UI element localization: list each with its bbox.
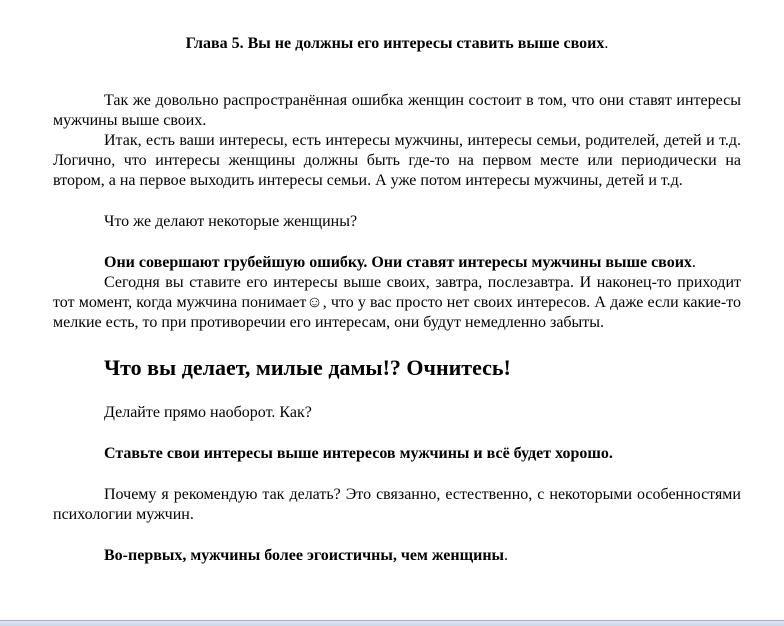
bold-statement-text: Они совершают грубейшую ошибку. Они ставят интересы мужчины выше своих: [104, 254, 692, 271]
paragraph-interests: Итак, есть ваши интересы, есть интересы мужчины, интересы семьи, родителей, детей и т.д. Логично, что интересы женщины должны быть где-то на первом месте или периодически на втором, а на первое выходить интересы семьи. А уже потом интересы мужчины, детей и т.д.: [53, 132, 741, 189]
paragraph-advice: [53, 444, 741, 464]
paragraph-do-opposite: Делайте прямо наоборот. Как?: [104, 404, 312, 421]
bold-statement-period: .: [691, 254, 696, 271]
paragraph-bold-statement: [53, 253, 741, 273]
first-point-period: .: [504, 547, 509, 564]
big-heading: Что вы делает, милые дамы!? Очнитесь!: [104, 355, 511, 380]
first-point-text: Во-первых, мужчины более эгоистичны, чем женщины: [104, 547, 505, 564]
paragraph-today-start: Сегодня вы ставите его интересы выше своих, завтра, послезавтра. И наконец-то приходит тот момент, когда мужчина понимает: [53, 274, 741, 311]
paragraph-first-point: [53, 546, 741, 566]
paragraph-today: [53, 273, 741, 333]
advice-text: Ставьте свои интересы выше интересов мужчины и всё будет хорошо.: [104, 445, 613, 462]
page-bottom-edge: [0, 620, 784, 626]
paragraph-intro: Так же довольно распространённая ошибка женщин состоит в том, что они ставят интересы мужчины выше своих.: [53, 92, 741, 129]
document-page: [53, 34, 741, 566]
smiley-icon: ☺: [306, 294, 323, 311]
paragraph-today-end: , что у вас просто нет своих интересов. А даже если какие-то мелкие есть, то при противоречии его интересам, они будут немедленно забыты.: [53, 294, 742, 331]
chapter-heading-period: .: [604, 35, 609, 52]
paragraph-question: Что же делают некоторые женщины?: [104, 213, 358, 230]
paragraph-why: Почему я рекомендую так делать? Это связанно, естественно, с некоторыми особенностями психологии мужчин.: [53, 486, 741, 523]
chapter-heading: [53, 34, 741, 54]
chapter-heading-text: Глава 5. Вы не должны его интересы ставить выше своих: [185, 35, 605, 52]
